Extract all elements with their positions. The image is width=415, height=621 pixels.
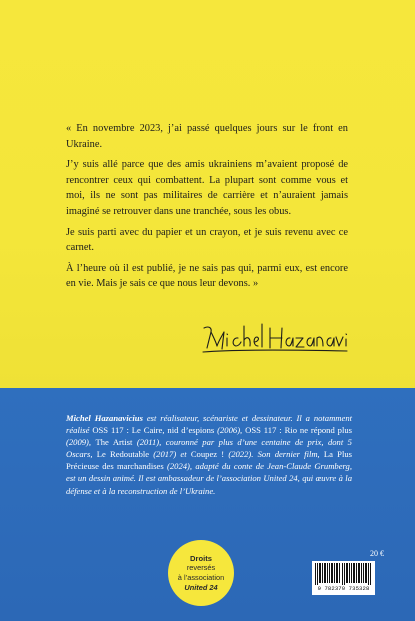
bio-author-name: Michel Hazanavicius <box>66 413 143 423</box>
badge-line-1: Droits <box>190 553 212 563</box>
bio-text-1: est réalisateur, scénariste et dessinateur. Il a notamment réalisé <box>66 413 353 436</box>
author-quote <box>66 121 348 297</box>
bio-film-oss-rio: OSS 117 : Rio ne répond plus <box>245 425 353 436</box>
bio-film-coupez: Coupez ! <box>190 449 225 460</box>
bio-text-4: (2011), couronné par plus d’une centaine de prix, dont 5 Oscars, <box>66 437 352 460</box>
price-label: 20 € <box>370 549 384 558</box>
rights-donated-badge <box>168 540 234 606</box>
quote-paragraph-4: À l’heure où il est publié, je ne sais pas qui, parmi eux, est encore en vie. Mais je sais ce que nous leur devons. » <box>66 262 348 290</box>
badge-line-2: reversés <box>186 563 216 573</box>
badge-line-4: United 24 <box>184 582 218 592</box>
bio-text-2: (2006), <box>214 425 246 436</box>
bio-film-precieuse: La Plus Précieuse des marchandises <box>66 449 352 472</box>
quote-paragraph-3: Je suis parti avec du papier et un crayon, et je suis revenu avec ce carnet. <box>66 226 348 254</box>
bio-film-oss-caire: OSS 117 : Le Caire, nid d’espions <box>92 425 215 436</box>
barcode-icon <box>315 563 372 585</box>
bio-text-6: (2022). Son dernier film, <box>224 449 324 460</box>
barcode-label <box>312 561 375 595</box>
quote-paragraph-2: J’y suis allé parce que des amis ukrainiens m’avaient proposé de rencontrer ceux qui combattent. La plupart sont comme vous et moi, ils ne sont pas militaires de carrière et n’auraient jamais imaginé se retrouver dans une tranchée, sous les obus. <box>66 159 348 217</box>
bio-film-the-artist: The Artist <box>95 437 133 448</box>
bio-film-le-redoutable: Le Redoutable <box>96 449 150 460</box>
isbn-number: 9 782370 735328 <box>317 585 370 592</box>
bio-text-7: (2024), adapté du conte de Jean-Claude Grumberg, est un dessin animé. Il est ambassadeur de l’association United 24, qui œuvre à la défense et à la reconstruction de l’Ukraine. <box>66 461 352 496</box>
bio-text-5: (2017) et <box>149 449 191 460</box>
quote-paragraph-1: « En novembre 2023, j’ai passé quelques jours sur le front en Ukraine. <box>66 123 348 150</box>
bio-text-3: (2009), <box>66 437 96 448</box>
handwritten-signature <box>200 318 350 358</box>
author-biography <box>66 412 352 497</box>
badge-line-3: à l’association <box>177 573 225 582</box>
